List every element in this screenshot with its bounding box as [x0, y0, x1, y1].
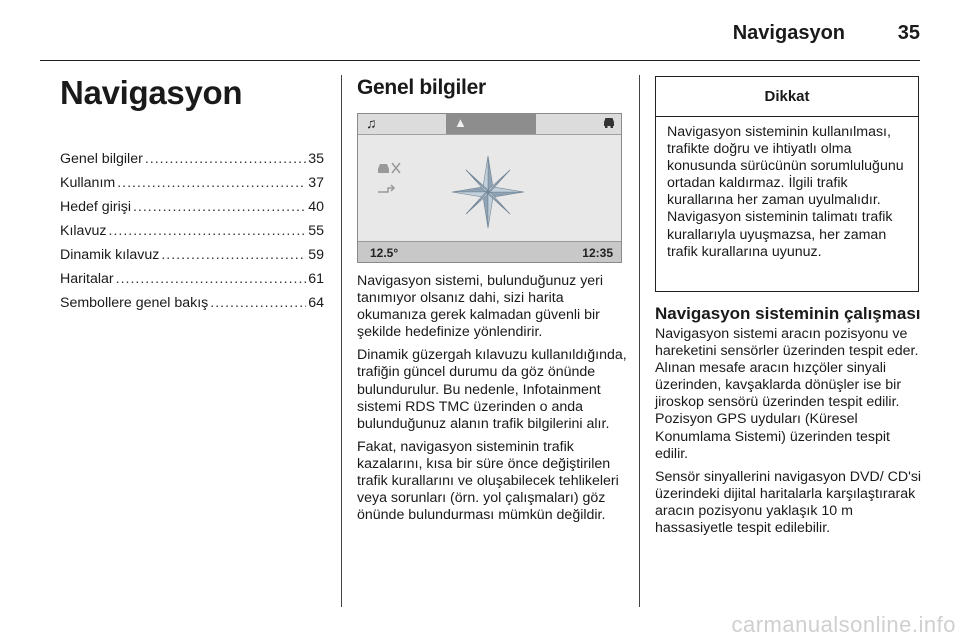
car-icon [602, 116, 616, 128]
general-column [357, 75, 622, 101]
paragraph: Navigasyon sistemi, bulunduğunuz yeri tanımıyor olsanız dahi, sizi harita okumanıza gerek kalmadan güvenli bir şekilde hedefinize yönlendirir. [357, 273, 604, 341]
column-divider [341, 75, 342, 607]
section-title: Genel bilgiler [357, 76, 486, 99]
warning-text: Navigasyon sisteminin kullanılması, trafikte doğru ve ihtiyatlı olma konusunda sürücünün sorumluluğunu ortadan kaldırmaz. İlgili trafik kurallarına her zaman uyulmalıdır. Navigasyon sisteminin talimatı trafik kurallarıyla uyuşmazsa, her zaman trafik kurallarına uyunuz. [667, 124, 904, 260]
site-watermark: carmanualsonline.info [731, 612, 956, 637]
operation-section [655, 304, 923, 543]
navigation-icon: ▲ [454, 115, 467, 130]
temperature-readout: 12.5° [370, 246, 399, 260]
toc-item[interactable]: Hedef girişi ..... 40 [60, 199, 324, 223]
toc-item[interactable]: Kılavuz ..... 55 [60, 223, 324, 247]
screen-top-bar [358, 114, 621, 135]
toc-item[interactable]: Kullanım ..... 37 [60, 175, 324, 199]
header-title: Navigasyon [732, 22, 845, 44]
paragraph: Sensör sinyallerini navigasyon DVD/ CD'si üzerindeki dijital haritalarla karşılaştırarak aracın pozisyonu yaklaşık 10 m hassasiyetle tespit edilebilir. [655, 468, 922, 537]
page-header [40, 0, 920, 61]
general-body [357, 273, 627, 530]
screen-status-bar [358, 241, 621, 262]
column-divider [639, 75, 640, 607]
toc-item[interactable]: Haritalar ..... 61 [60, 271, 324, 295]
paragraph: Dinamik güzergah kılavuzu kullanıldığında, trafiğin güncel durumu da göz önünde bulundurulur. Bu nedenle, Infotainment sistemi RDS TMC üzerinden o anda bulunduğunuz alanın trafik bilgilerini alır. [357, 347, 627, 432]
paragraph: Navigasyon sistemi aracın pozisyonu ve hareketini sensörler üzerinden tespit eder. Alınan mesafe aracın hızçöler sinyali üzerinden, kavşaklarda dönüşler ise bir jiroskop sensörü üzerinden tespit edilir. Pozisyon GPS uyduları (Küresel Konumlama Sistemi) üzerinden tespit edilir. [655, 326, 919, 462]
subsection-title: Navigasyon sisteminin çalışması [655, 304, 921, 323]
chapter-title: Navigasyon [60, 74, 243, 111]
infotainment-screen-illustration [357, 113, 622, 263]
route-icon [376, 184, 396, 196]
traffic-off-icon [376, 160, 402, 176]
toc-item[interactable]: Genel bilgiler ..... 35 [60, 151, 324, 175]
chapter-column [60, 74, 324, 311]
paragraph: Fakat, navigasyon sisteminin trafik kazalarını, kısa bir süre önce değiştirilen trafik kurallarını ve oluşabilecek tehlikeleri veya sorunları (örn. yol çalışmaları) göz önünde bulundurması mümkün değildir. [357, 438, 619, 524]
music-note-icon: ♫ [366, 115, 377, 131]
toc-item[interactable]: Sembollere genel bakış ..... 64 [60, 295, 324, 319]
page-number: 35 [897, 22, 920, 44]
table-of-contents [60, 151, 324, 319]
clock-readout: 12:35 [582, 246, 613, 260]
toc-item[interactable]: Dinamik kılavuz ..... 59 [60, 247, 324, 271]
warning-title: Dikkat [656, 77, 918, 117]
warning-box [655, 76, 919, 292]
compass-rose-icon [450, 154, 526, 230]
